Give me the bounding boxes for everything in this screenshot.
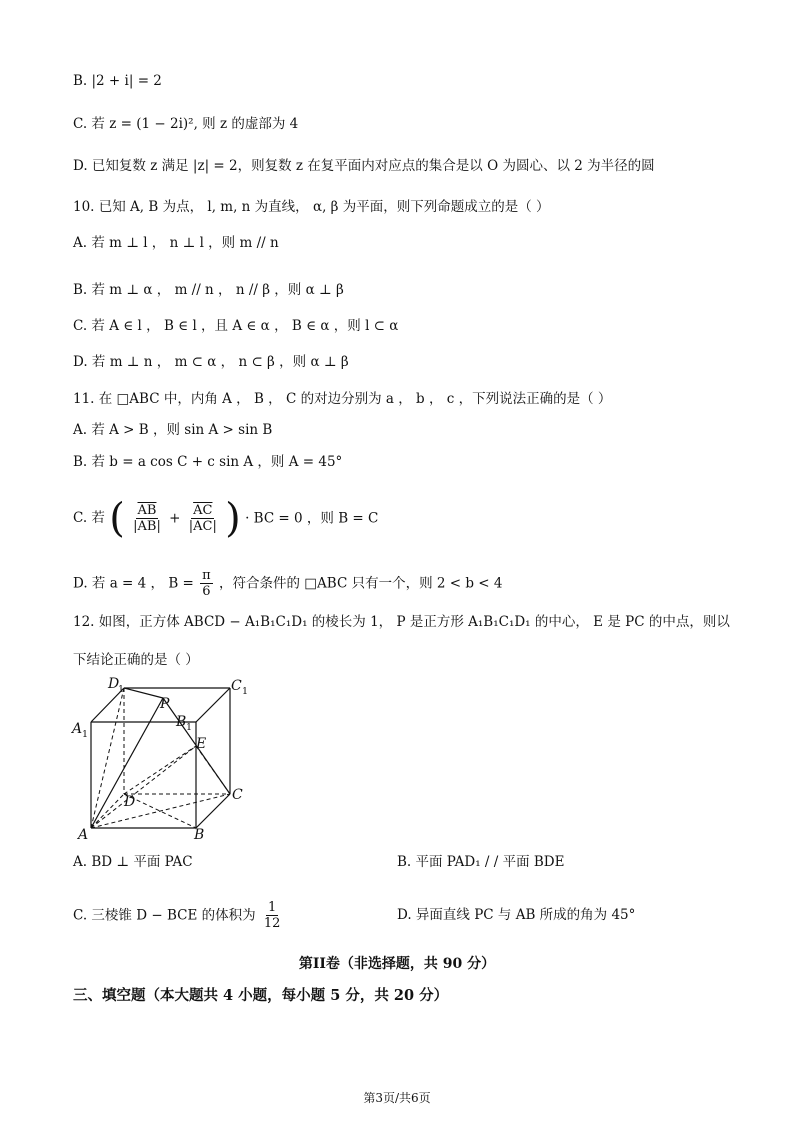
fraction-1-12-num: 1 xyxy=(268,900,277,915)
q10-option-b: B. 若 m ⊥ α ， m // n ， n // β ，则 α ⊥ β xyxy=(73,282,344,298)
q11-option-b: B. 若 b = a cos C + c sin A ，则 A = 45° xyxy=(73,454,343,470)
vector-ac: $\overline{AC}$ xyxy=(193,503,213,518)
segment-ec xyxy=(196,746,230,794)
label-e: E xyxy=(196,736,207,752)
cube-figure xyxy=(68,676,258,846)
fraction-ac xyxy=(187,503,219,534)
fraction-1-12-den: 12 xyxy=(263,916,281,931)
label-c: C xyxy=(232,787,243,803)
segment-d1p xyxy=(124,688,163,698)
q10-option-c: C. 若 A ∈ l ， B ∈ l ，且 A ∈ α ， B ∈ α ，则 l ⊂ α xyxy=(73,318,399,334)
left-paren: ( xyxy=(109,495,125,542)
q12-stem-line2: 下结论正确的是（ ） xyxy=(73,652,199,668)
fill-in-section-heading: 三、填空题（本大题共 4 小题，每小题 5 分，共 20 分） xyxy=(73,987,449,1004)
fraction-ab xyxy=(131,503,163,534)
label-b1-sub: 1 xyxy=(186,722,193,733)
q11-option-d xyxy=(73,566,503,601)
fraction-pi-6 xyxy=(200,568,213,599)
segment-de xyxy=(124,746,196,794)
label-a1: A xyxy=(72,721,83,737)
vector-ab: $\overline{AB}$ xyxy=(137,503,157,518)
right-paren: ) xyxy=(225,495,241,542)
label-b: B xyxy=(194,827,205,843)
q12-option-b: B. 平面 PAD₁ / / 平面 BDE xyxy=(397,854,565,870)
q11-option-c-suffix: · BC = 0 ，则 B = C xyxy=(245,510,379,527)
q10-option-d: D. 若 m ⊥ n ， m ⊂ α ， n ⊂ β ，则 α ⊥ β xyxy=(73,354,349,370)
edge-bc xyxy=(196,794,230,828)
label-d: D xyxy=(124,794,136,810)
fraction-pi-num: π xyxy=(202,568,211,583)
segment-ac xyxy=(91,794,230,828)
vector-ab-norm: |AB| xyxy=(133,519,161,534)
label-b1: B xyxy=(176,714,187,730)
part-ii-title: 第II卷（非选择题，共 90 分） xyxy=(298,956,496,972)
q9-option-d: D. 已知复数 z 满足 |z| = 2，则复数 z 在复平面内对应点的集合是以 O 为圆心、以 2 为半径的圆 xyxy=(73,158,655,174)
q12-option-c xyxy=(73,896,284,935)
label-p: P xyxy=(160,696,170,712)
label-d1: D xyxy=(108,676,120,692)
q10-stem: 10. 已知 A, B 为点， l, m, n 为直线， α, β 为平面，则下列命题成立的是（ ） xyxy=(73,199,550,215)
page-footer: 第3页/共6页 xyxy=(363,1091,431,1105)
edge-c1b1 xyxy=(196,688,230,722)
q11-option-d-prefix: D. 若 a = 4 ， B = xyxy=(73,575,194,592)
label-c1: C xyxy=(231,678,242,694)
plus-sign: + xyxy=(169,510,181,527)
segment-ad1 xyxy=(91,688,124,828)
vector-ac-norm: |AC| xyxy=(188,519,217,534)
q11-option-c xyxy=(73,494,378,543)
label-a: A xyxy=(78,827,89,843)
q12-option-d: D. 异面直线 PC 与 AB 所成的角为 45° xyxy=(397,907,636,923)
q11-stem: 11. 在 □ABC 中，内角 A ， B ， C 的对边分别为 a ， b ， c ，下列说法正确的是（ ） xyxy=(73,391,612,407)
q11-option-c-prefix: C. 若 xyxy=(73,510,105,526)
q11-option-a: A. 若 A > B ，则 sin A > sin B xyxy=(73,422,273,438)
segment-ae xyxy=(91,746,196,828)
label-c1-sub: 1 xyxy=(242,686,249,697)
label-d1-sub: 1 xyxy=(118,684,125,695)
label-a1-sub: 1 xyxy=(82,729,89,740)
q9-option-c: C. 若 z = (1 − 2i)², 则 z 的虚部为 4 xyxy=(73,116,299,132)
q12-option-c-prefix: C. 三棱锥 D − BCE 的体积为 xyxy=(73,907,256,924)
q12-stem-line1: 12. 如图，正方体 ABCD − A₁B₁C₁D₁ 的棱长为 1， P 是正方形 A₁B₁C₁D₁ 的中心， E 是 PC 的中点，则以 xyxy=(73,614,730,630)
fraction-pi-den: 6 xyxy=(202,584,211,599)
q10-option-a: A. 若 m ⊥ l ， n ⊥ l ，则 m // n xyxy=(73,235,279,251)
q11-option-d-suffix: ，符合条件的 □ABC 只有一个，则 2 < b < 4 xyxy=(219,575,503,592)
fraction-1-12 xyxy=(262,900,283,931)
q9-option-b: B. |2 + i| = 2 xyxy=(73,73,162,89)
q12-option-a: A. BD ⊥ 平面 PAC xyxy=(73,854,193,870)
